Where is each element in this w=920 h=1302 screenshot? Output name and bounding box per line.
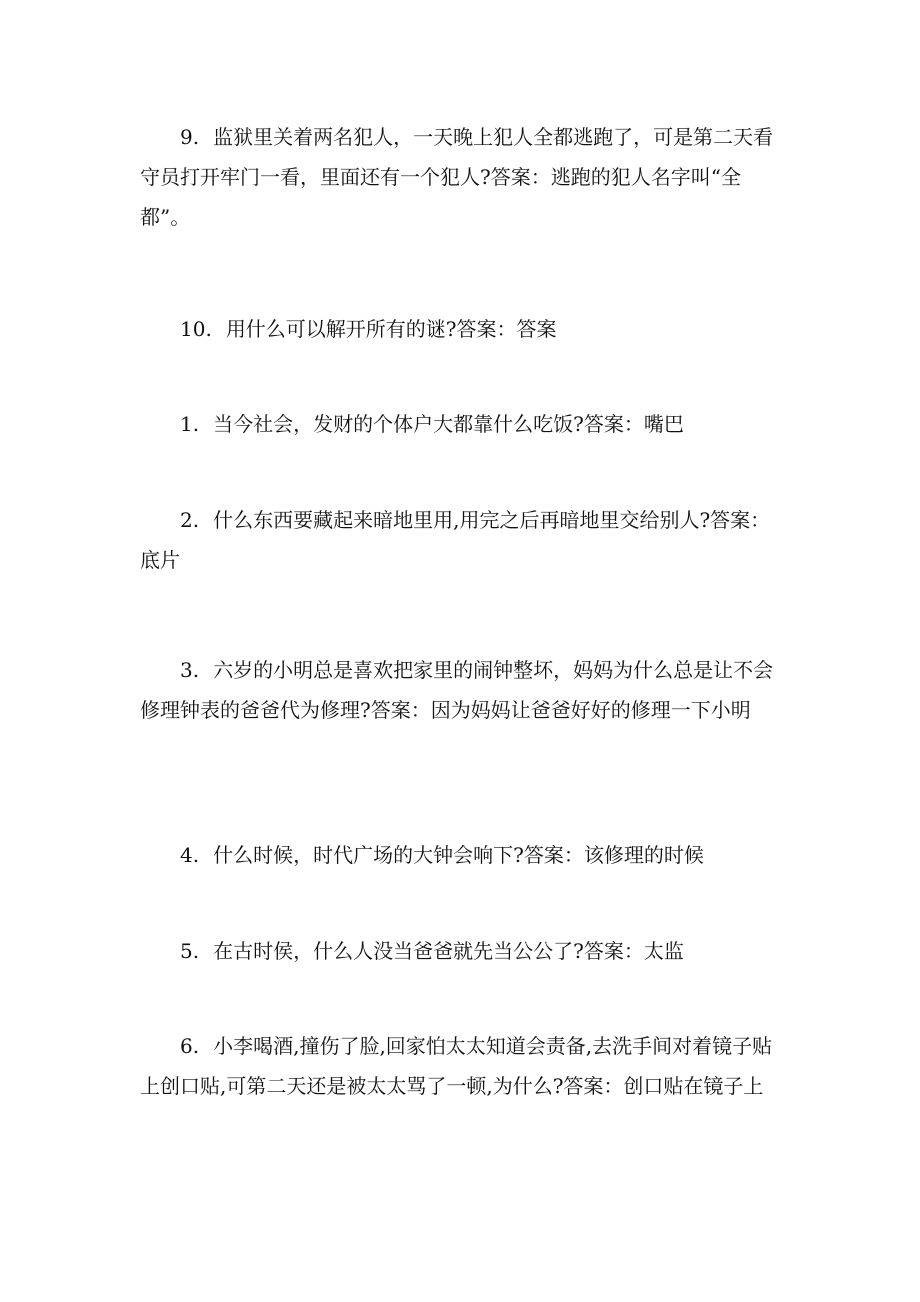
riddle-text: 什么东西要藏起来暗地里用,用完之后再暗地里交给别人?答案：底片: [140, 508, 771, 572]
riddle-number: 3.: [180, 658, 200, 682]
riddle-number: 10.: [180, 317, 212, 341]
riddle-paragraph-2: [140, 500, 784, 580]
riddle-paragraph-9: [140, 117, 784, 237]
riddle-number: 6.: [180, 1034, 200, 1058]
riddle-number: 4.: [180, 843, 200, 867]
riddle-text: 什么时候，时代广场的大钟会响下?答案：该修理的时候: [213, 843, 704, 867]
riddle-number: 5.: [180, 939, 200, 963]
riddle-number: 1.: [180, 412, 200, 436]
riddle-paragraph-6: [140, 1026, 784, 1106]
riddle-number: 2.: [180, 508, 200, 532]
riddle-paragraph-5: [140, 931, 784, 971]
riddle-text: 小李喝酒,撞伤了脸,回家怕太太知道会责备,去洗手间对着镜子贴上创口贴,可第二天还是被太太骂了一顿,为什么?答案：创口贴在镜子上: [140, 1034, 773, 1098]
riddle-number: 9.: [180, 125, 200, 149]
riddle-paragraph-10: [140, 309, 784, 349]
riddle-paragraph-3: [140, 650, 784, 730]
riddle-paragraph-1: [140, 404, 784, 444]
riddle-text: 六岁的小明总是喜欢把家里的闹钟整坏，妈妈为什么总是让不会修理钟表的爸爸代为修理?答案：因为妈妈让爸爸好好的修理一下小明: [140, 658, 774, 722]
riddle-text: 在古时侯，什么人没当爸爸就先当公公了?答案：太监: [213, 939, 684, 963]
riddle-text: 监狱里关着两名犯人，一天晚上犯人全都逃跑了，可是第二天看守员打开牢门一看，里面还有一个犯人?答案：逃跑的犯人名字叫“全都”。: [140, 125, 774, 229]
riddle-text: 用什么可以解开所有的谜?答案：答案: [225, 317, 557, 341]
riddle-text: 当今社会，发财的个体户大都靠什么吃饭?答案：嘴巴: [213, 412, 684, 436]
riddle-paragraph-4: [140, 835, 784, 875]
